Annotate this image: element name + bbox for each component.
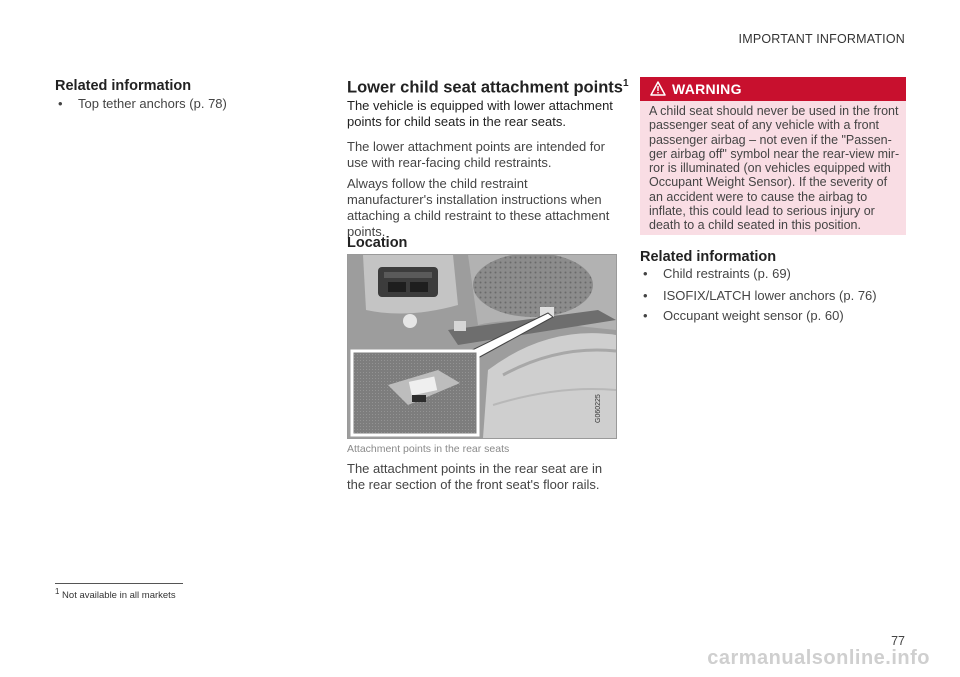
related-link-label: ISOFIX/LATCH lower anchors (p. 76) <box>663 288 877 303</box>
footnote-ref[interactable]: 1 <box>622 78 629 89</box>
title-text: Lower child seat attachment points <box>347 78 623 97</box>
intro-text: The vehicle is equipped with lower attachment points for child seats in the rear seats. <box>347 98 613 129</box>
rear-seat-illustration <box>348 255 616 438</box>
footnote <box>55 587 176 601</box>
related-info-heading: Related information <box>640 249 777 265</box>
paragraph: The lower attachment points are intended for use with rear-facing child restraints. <box>347 139 605 170</box>
related-link-top-tether[interactable] <box>58 96 227 112</box>
related-link-isofix[interactable] <box>643 288 877 304</box>
related-link-child-restraints[interactable] <box>643 266 791 282</box>
site-watermark: carmanualsonline.info <box>707 647 930 669</box>
section-header: IMPORTANT INFORMATION <box>738 32 905 46</box>
footnote-text: Not available in all markets <box>62 590 176 602</box>
footnote-marker: 1 <box>55 587 60 596</box>
bullet-icon: • <box>643 266 648 281</box>
related-link-label: Top tether anchors (p. 78) <box>78 96 227 111</box>
paragraph: Always follow the child restraint manufacturer's installation instructions when attaching a child restraint to these attachment points. <box>347 176 610 239</box>
rear-seat-photo <box>347 254 617 439</box>
section-title <box>347 78 629 98</box>
related-link-label: Occupant weight sensor (p. 60) <box>663 308 844 323</box>
image-code-label: G060225 <box>595 394 602 423</box>
bullet-icon: • <box>643 288 648 303</box>
footnote-divider <box>55 583 183 584</box>
image-caption: Attachment points in the rear seats <box>347 443 510 455</box>
warning-header <box>640 77 906 101</box>
related-link-label: Child restraints (p. 69) <box>663 266 791 281</box>
page-number: 77 <box>891 634 905 648</box>
warning-label: WARNING <box>672 81 742 97</box>
location-heading: Location <box>347 235 408 251</box>
related-link-occupant-weight[interactable] <box>643 308 844 324</box>
warning-body <box>640 101 906 235</box>
bullet-icon: • <box>58 96 63 111</box>
warning-triangle-icon <box>650 81 666 96</box>
related-info-heading: Related information <box>55 78 192 94</box>
warning-text: A child seat should never be used in the front passenger seat of any vehicle with a front passenger airbag – not even if the "Passen-ger airbag off" symbol near the rear-view mir-ror is illuminated (on vehicles equipped with Occupant Weight Sensor). If the severity of an accident were to cause the airbag to inflate, this could lead to serious injury or death to a child seated in this position. <box>649 104 900 233</box>
bullet-icon: • <box>643 308 648 323</box>
paragraph: The attachment points in the rear seat are in the rear section of the front seat's floor rails. <box>347 461 603 492</box>
